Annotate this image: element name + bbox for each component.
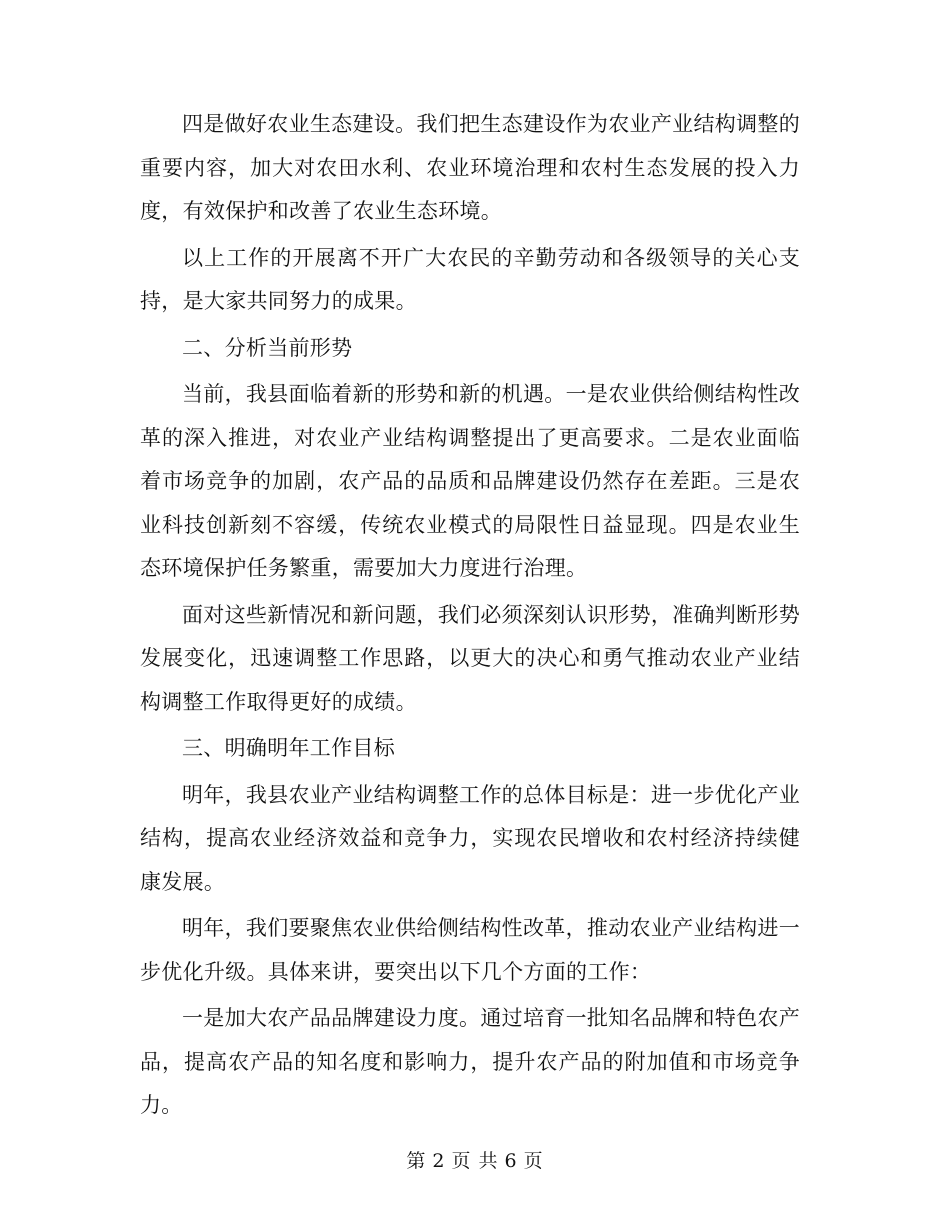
- footer-prefix: 第: [406, 1150, 427, 1172]
- footer-middle: 页 共: [451, 1150, 499, 1172]
- paragraph-thanks: 以上工作的开展离不开广大农民的辛勤劳动和各级领导的关心支持，是大家共同努力的成果。: [140, 245, 800, 313]
- paragraph-ecology: 四是做好农业生态建设。我们把生态建设作为农业产业结构调整的重要内容，加大对农田水利、农业环境治理和农村生态发展的投入力度，有效保护和改善了农业生态环境。: [140, 112, 800, 223]
- paragraph-current-situation: 当前，我县面临着新的形势和新的机遇。一是农业供给侧结构性改革的深入推进，对农业产业结构调整提出了更高要求。二是农业面临着市场竞争的加剧，农产品的品质和品牌建设仍然存在差距。三是农业科技创新刻不容缓，传统农业模式的局限性日益显现。四是农业生态环境保护任务繁重，需要加大力度进行治理。: [140, 382, 800, 580]
- paragraph-brand-building: 一是加大农产品品牌建设力度。通过培育一批知名品牌和特色农产品，提高农产品的知名度和影响力，提升农产品的附加值和市场竞争力。: [140, 1006, 800, 1117]
- document-body: [140, 103, 800, 1131]
- section-heading-situation: 二、分析当前形势: [182, 335, 353, 360]
- footer-total-pages: 6: [504, 1150, 518, 1172]
- footer-page-number: 2: [432, 1150, 446, 1172]
- footer-suffix: 页: [523, 1150, 544, 1172]
- paragraph-overall-goal: 明年，我县农业产业结构调整工作的总体目标是：进一步优化产业结构，提高农业经济效益和竞争力，实现农民增收和农村经济持续健康发展。: [140, 782, 800, 894]
- page-footer: [0, 1146, 950, 1173]
- section-heading-goals: 三、明确明年工作目标: [182, 736, 395, 760]
- paragraph-focus: 明年，我们要聚焦农业供给侧结构性改革，推动农业产业结构进一步优化升级。具体来讲，要突出以下几个方面的工作：: [140, 916, 800, 984]
- paragraph-response: 面对这些新情况和新问题，我们必须深刻认识形势，准确判断形势发展变化，迅速调整工作思路，以更大的决心和勇气推动农业产业结构调整工作取得更好的成绩。: [140, 602, 800, 714]
